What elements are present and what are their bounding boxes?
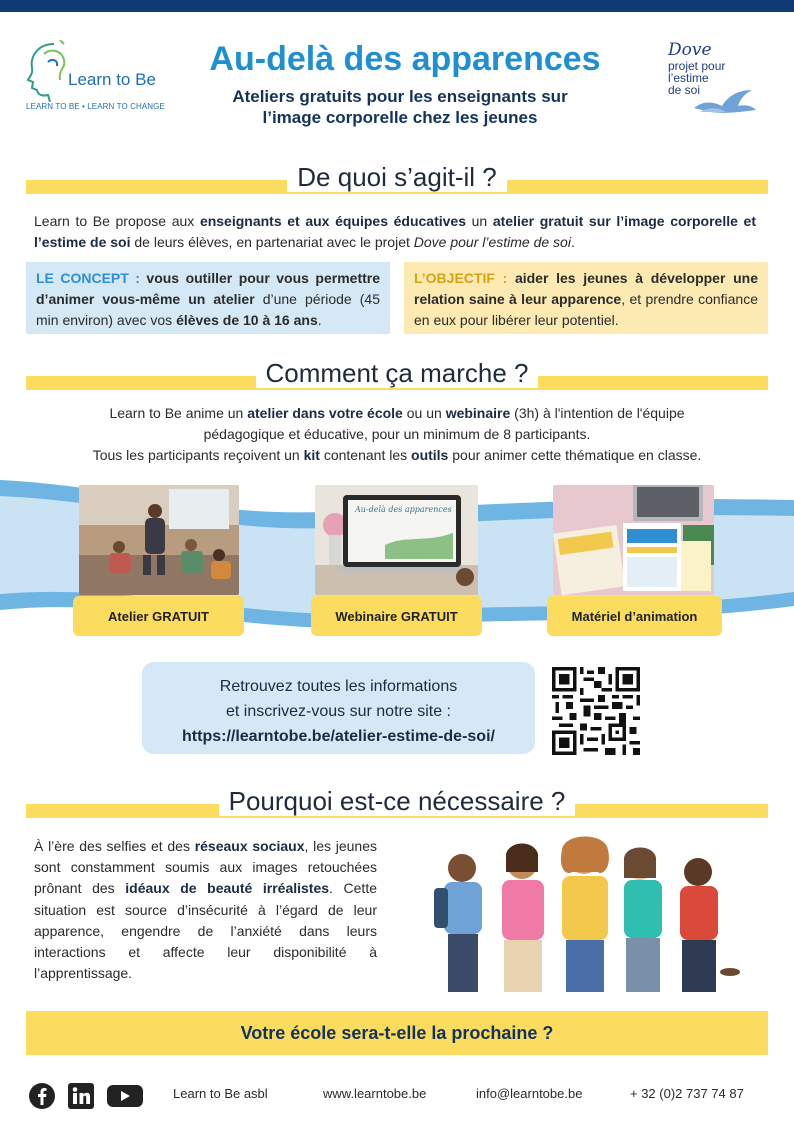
card-free-workshop[interactable]: Atelier GRATUIT [73,596,244,636]
logo-tagline: LEARN TO BE • LEARN TO CHANGE [26,102,165,111]
webinar-laptop-photo [315,485,478,595]
page-title: Au-delà des apparences [209,40,601,78]
dove-bird-icon [690,82,760,116]
footer-org: Learn to Be asbl [173,1086,268,1101]
info-line-1: Retrouvez toutes les informations [219,678,458,695]
info-box [142,662,535,754]
youtube-icon[interactable] [106,1082,144,1110]
subtitle-line-1: Ateliers gratuits pour les enseignants sur [232,87,568,106]
laptop-screen-text: Au-delà des apparences [355,505,452,514]
linkedin-icon[interactable] [67,1082,95,1110]
objective-label: L’OBJECTIF [414,270,495,286]
logo-brand-text: Learn to Be [68,70,156,89]
workshop-photo [79,485,239,595]
facebook-icon[interactable] [28,1082,56,1110]
website-link[interactable]: https://learntobe.be/atelier-estime-de-soi/ [182,728,495,745]
info-line-2: et inscrivez-vous sur notre site : [226,703,451,720]
page-subtitle [190,86,610,128]
footer-email-link[interactable]: info@learntobe.be [476,1086,583,1101]
objective-box: L’OBJECTIF : aider les jeunes à développer une relation saine à leur apparence, et prendre confiance en eux pour libérer leur potentiel. [404,262,768,334]
intro-paragraph: Learn to Be propose aux enseignants et aux équipes éducatives un atelier gratuit sur l’image corporelle et l’estime de soi de leurs élèves, en partenariat avec le projet Dove pour l’estime de soi. [34,213,756,250]
dove-logo-line-3: de soi [668,83,701,97]
call-to-action-banner: Votre école sera-t-elle la prochaine ? [26,1011,768,1055]
dove-logo-line-1: projet pour [668,59,726,73]
subtitle-line-2: l’image corporelle chez les jeunes [262,108,538,127]
section-header-how [26,358,768,392]
dove-logo-line-2: l’estime [668,71,709,85]
how-paragraph: Learn to Be anime un atelier dans votre école ou un webinaire (3h) à l'intention de l'équipe pédagogique et éducative, pour un minimum de 8 participants. Tous les participants reçoivent un kit contenant les outils pour animer cette thématique en classe. [92,405,702,463]
materials-photo [553,485,714,595]
dove-logo-name: Dove [668,40,712,60]
section-header-why [26,786,768,820]
footer-website-link[interactable]: www.learntobe.be [323,1086,427,1101]
dove-partner-logo[interactable] [662,40,772,120]
teenagers-photo [426,832,742,992]
section-title: Comment ça marche ? [26,358,768,389]
learn-to-be-logo[interactable] [24,40,174,115]
footer-phone: + 32 (0)2 737 74 87 [630,1086,744,1101]
card-free-webinar[interactable]: Webinaire GRATUIT [311,596,482,636]
top-accent-bar [0,0,794,12]
section-header-what [26,162,768,196]
why-paragraph: À l’ère des selfies et des réseaux sociaux, les jeunes sont constamment soumis aux images retouchées prônant des idéaux de beauté irréalistes. Cette situation est source d’insécurité à l’égard de leur apparence, engendre de l’anxiété dans leurs interactions et affecte leur disponibilité à l’apprentissage. [34,838,378,982]
footer [0,1074,794,1114]
qr-code[interactable] [552,667,640,755]
section-title: Pourquoi est-ce nécessaire ? [26,786,768,817]
concept-box: LE CONCEPT : vous outiller pour vous permettre d’animer vous-même un atelier d’une période (45 min environ) avec vos élèves de 10 à 16 ans. [26,262,390,334]
card-materials[interactable]: Matériel d’animation [547,596,722,636]
section-title: De quoi s’agit-il ? [26,162,768,193]
head-profile-icon [24,40,74,102]
concept-label: LE CONCEPT [36,270,129,286]
